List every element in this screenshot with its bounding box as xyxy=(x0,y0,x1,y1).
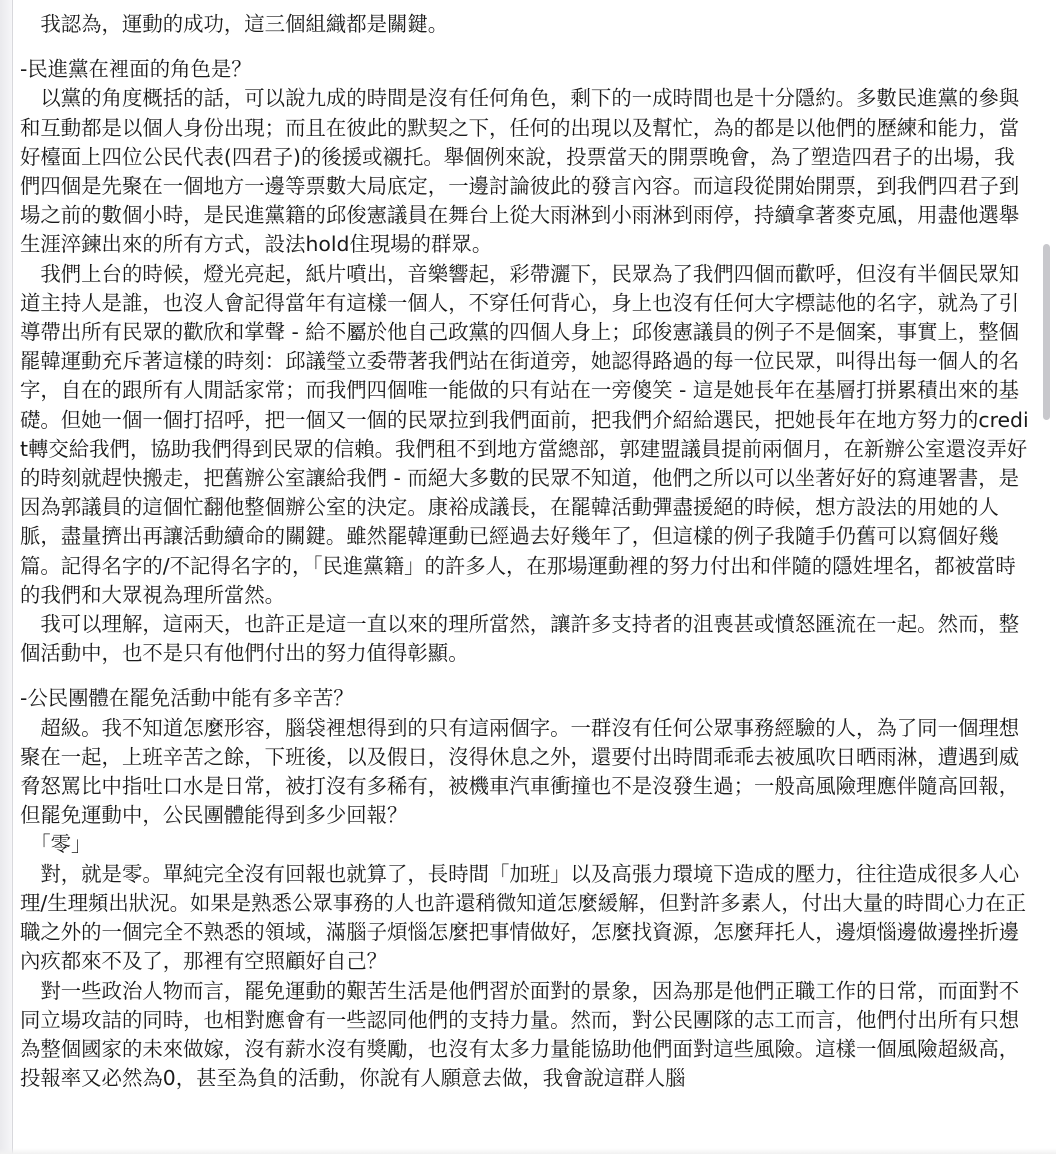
paragraph-politicians: 對一些政治人物而言，罷免運動的艱苦生活是他們習於面對的景象，因為那是他們正職工作的日常，而面對不同立場攻詰的同時，也相對應會有一些認同他們的支持力量。然而，對公民團隊的志工而言，他們付出所有只想為整個國家的未來做嫁，沒有薪水沒有獎勵，也沒有太多力量能協助他們面對這些風險。這樣一個風險超級高，投報率又必然為0，甚至為負的活動，你說有人願意去做，我會說這群人腦 xyxy=(20,978,1020,1091)
paragraph-stage-moment: 我們上台的時候，燈光亮起，紙片噴出，音樂響起，彩帶灑下，民眾為了我們四個而歡呼，但沒有半個民眾知道主持人是誰，也沒人會記得當年有這樣一個人，不穿任何背心，身上也沒有任何大字標誌他的名字，就為了引導帶出所有民眾的歡欣和掌聲 - 給不屬於他自己政黨的四個人身上；邱俊憲議員的例子不是個案，事實上，整個罷韓運動充斥著這樣的時刻：邱議瑩立委帶著我們站在街道旁，她認得路過的每一位民眾，叫得出每一個人的名字，自在的跟所有人閒話家常；而我們四個唯一能做的只有站在一旁傻笑 - 這是她長年在基層打拼累積出來的基礎。但她一個一個打招呼，把一個又一個的民眾拉到我們面前，把我們介紹給選民，把她長年在地方努力的credit轉交給我們，協助我們得到民眾的信賴。我們租不到地方當總部，郭建盟議員提前兩個月，在新辦公室還沒弄好的時刻就趕快搬走，把舊辦公室讓給我們 - 而絕大多數的民眾不知道，他們之所以可以坐著好好的寫連署書，是因為郭議員的這個忙翻他整個辦公室的決定。康裕成議長，在罷韓活動彈盡援絕的時候，想方設法的用她的人脈，盡量擠出再讓活動續命的關鍵。雖然罷韓運動已經過去好幾年了，但這樣的例子我隨手仍舊可以寫個好幾篇。記得名字的/不記得名字的，「民進黨籍」的許多人，在那場運動裡的努力付出和伴隨的隱姓埋名，都被當時的我們和大眾視為理所當然。 xyxy=(20,261,1029,607)
window-left-edge xyxy=(0,0,13,1154)
article-body xyxy=(20,10,1034,1093)
paragraph-zero: 「零」 xyxy=(20,832,92,857)
paragraph-no-reward: 對，就是零。單純完全沒有回報也就算了，長時間「加班」以及高張力環境下造成的壓力，往往造成很多人心理/生理頻出狀況。如果是熟悉公眾事務的人也許還稍微知道怎麼緩解，但對許多素人，付出大量的時間心力在正職之外的一個完全不熟悉的領域，滿腦子煩惱怎麼把事情做好，怎麼找資源，怎麼拜托人，邊煩惱邊做邊挫折邊內疚都來不及了，那裡有空照顧好自己？ xyxy=(20,861,1027,974)
paragraph-dpp-role: 以黨的角度概括的話，可以說九成的時間是沒有任何角色，剩下的一成時間也是十分隱約。多數民進黨的參與和互動都是以個人身份出現；而且在彼此的默契之下，任何的出現以及幫忙，為的都是以他們的歷練和能力，當好檯面上四位公民代表(四君子)的後援或襯托。舉個例來說，投票當天的開票晚會，為了塑造四君子的出場，我們四個是先聚在一個地方一邊等票數大局底定，一邊討論彼此的發言內容。而這段從開始開票，到我們四君子到場之前的數個小時，是民進黨籍的邱俊憲議員在舞台上從大雨淋到小雨淋到雨停，持續拿著麥克風，用盡他選舉生涯淬鍊出來的所有方式，設法hold住現場的群眾。 xyxy=(20,86,1020,257)
bottom-fade xyxy=(0,1148,1056,1154)
scrollbar-thumb[interactable] xyxy=(1043,244,1050,420)
section-heading-dpp-role: -民進黨在裡面的角色是？ xyxy=(20,57,252,82)
section-heading-civic-groups: -公民團體在罷免活動中能有多辛苦？ xyxy=(20,686,354,711)
paragraph-super-hard: 超級。我不知道怎麼形容，腦袋裡想得到的只有這兩個字。一群沒有任何公眾事務經驗的人，為了同一個理想聚在一起，上班辛苦之餘，下班後，以及假日，沒得休息之外，還要付出時間乖乖去被風吹日晒雨淋，遭遇到威脅怒罵比中指吐口水是日常，被打沒有多稀有，被機車汽車衝撞也不是沒發生過；一般高風險理應伴隨高回報，但罷免運動中，公民團體能得到多少回報？ xyxy=(20,715,1020,828)
paragraph-understanding: 我可以理解，這兩天，也許正是這一直以來的理所當然，讓許多支持者的沮喪甚或憤怒匯流在一起。然而，整個活動中，也不是只有他們付出的努力值得彰顯。 xyxy=(20,612,1020,666)
paragraph-gap xyxy=(20,668,1034,684)
paragraph-gap xyxy=(20,39,1034,55)
paragraph-intro: 我認為，運動的成功，這三個組織都是關鍵。 xyxy=(20,12,449,36)
